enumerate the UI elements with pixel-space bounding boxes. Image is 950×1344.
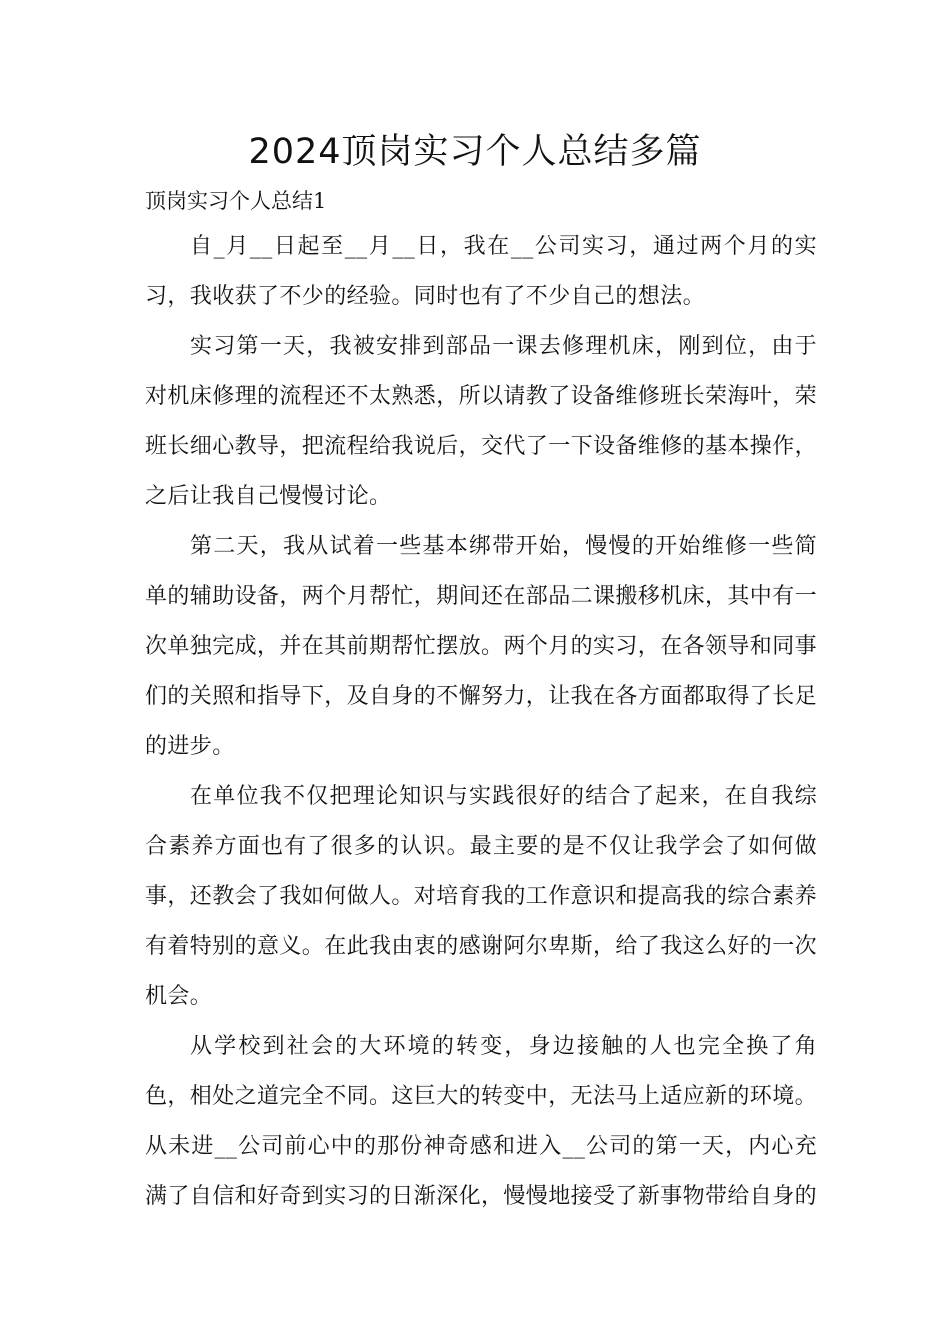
- paragraph: 从学校到社会的大环境的转变，身边接触的人也完全换了角色，相处之道完全不同。这巨大的转变中，无法马上适应新的环境。从未进__公司前心中的那份神奇感和进入__公司的第一天，内心充满了自信和好奇到实习的日渐深化，慢慢地接受了新事物带给自身的: [145, 1034, 818, 1209]
- section-heading: 顶岗实习个人总结1: [145, 189, 327, 213]
- paragraph: 第二天，我从试着一些基本绑带开始，慢慢的开始维修一些简单的辅助设备，两个月帮忙，期间还在部品二课搬移机床，其中有一次单独完成，并在其前期帮忙摆放。两个月的实习，在各领导和同事们的关照和指导下，及自身的不懈努力，让我在各方面都取得了长足的进步。: [145, 534, 818, 759]
- paragraph: 在单位我不仅把理论知识与实践很好的结合了起来，在自我综合素养方面也有了很多的认识。最主要的是不仅让我学会了如何做事，还教会了我如何做人。对培育我的工作意识和提高我的综合素养有着特别的意义。在此我由衷的感谢阿尔卑斯，给了我这么好的一次机会。: [145, 784, 818, 1009]
- paragraph: 实习第一天，我被安排到部品一课去修理机床，刚到位，由于对机床修理的流程还不太熟悉，所以请教了设备维修班长荣海叶，荣班长细心教导，把流程给我说后，交代了一下设备维修的基本操作，之后让我自己慢慢讨论。: [145, 334, 818, 509]
- paragraph: 自_月__日起至__月__日，我在__公司实习，通过两个月的实习，我收获了不少的经验。同时也有了不少自己的想法。: [145, 234, 817, 309]
- document-title: 2024顶岗实习个人总结多篇: [248, 132, 702, 172]
- document-body: [145, 222, 817, 1222]
